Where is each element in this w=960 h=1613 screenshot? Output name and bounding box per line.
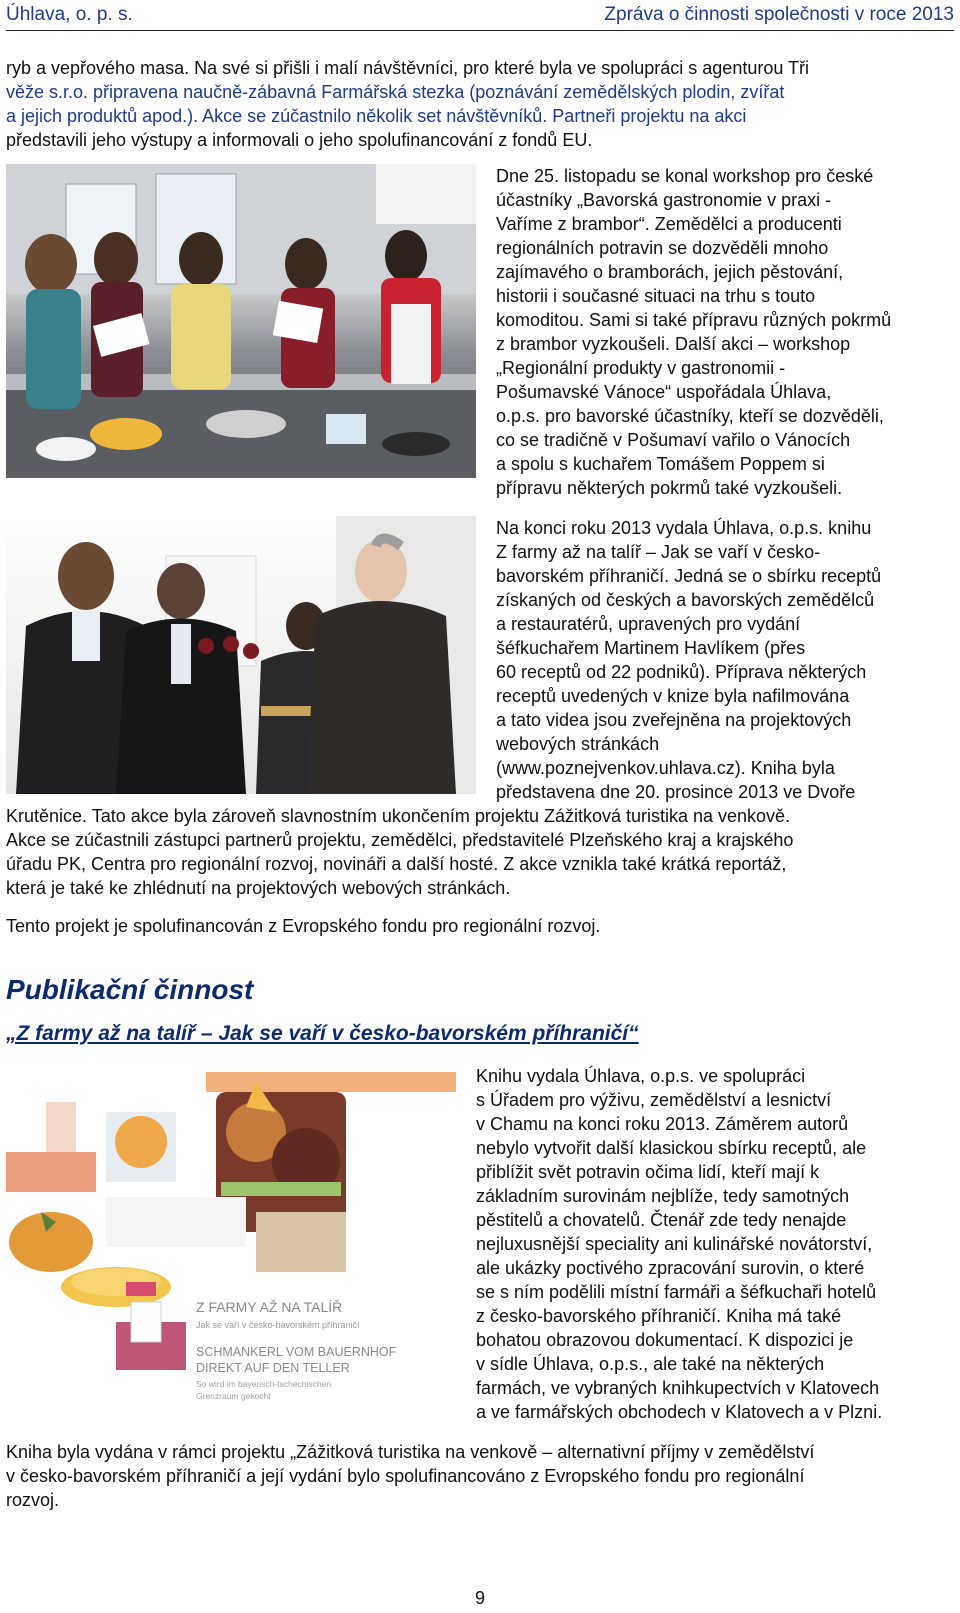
publication-line: farmách, ve vybraných knihkupectvích v Klatovech <box>476 1378 880 1398</box>
cofinance-note: Tento projekt je spolufinancován z Evropského fondu pro regionální rozvoj. <box>6 916 601 936</box>
workshop-line: „Regionální produkty v gastronomii - <box>496 358 786 378</box>
book-paragraph-right <box>496 516 928 804</box>
workshop-line: historii i současné situaci na trhu s touto <box>496 286 816 306</box>
book-line: získaných od českých a bavorských zemědělců <box>496 590 875 610</box>
workshop-line: účastníky „Bavorská gastronomie v praxi - <box>496 190 832 210</box>
publication-line: pěstitelů a chovatelů. Čtenář zde tedy nenajde <box>476 1210 847 1230</box>
closing-line: rozvoj. <box>6 1490 60 1510</box>
publication-line: z česko-bavorského příhraničí. Kniha má také <box>476 1306 842 1326</box>
cover-title-de-2: DIREKT AUF DEN TELLER <box>196 1361 350 1375</box>
workshop-line: přípravu některých pokrmů také vyzkoušeli. <box>496 478 843 498</box>
publication-line: nebylo vytvořit další klasickou sbírku receptů, ale <box>476 1138 867 1158</box>
book-cover-image <box>6 1072 456 1417</box>
book-presentation-toast-photo <box>6 516 476 794</box>
header-organization: Úhlava, o. p. s. <box>6 4 133 25</box>
book-line: receptů uvedených v knize byla nafilmována <box>496 686 850 706</box>
publication-line: a ve farmářských obchodech v Klatovech a v Plzni. <box>476 1402 883 1422</box>
closing-line: v česko-bavorském příhraničí a její vydání bylo spolufinancováno z Evropského fondu pro regionální <box>6 1466 805 1486</box>
publication-line: v Chamu na konci roku 2013. Záměrem autorů <box>476 1114 849 1134</box>
book-cover-illustration <box>6 1072 456 1417</box>
book-paragraph-full <box>6 804 928 900</box>
book-line: a tato videa jsou zveřejněna na projektových <box>496 710 852 730</box>
publication-line: ale ukázky poctivého zpracování surovin, o které <box>476 1258 865 1278</box>
intro-line: věže s.r.o. připravena naučně-zábavná Farmářská stezka (poznávání zemědělských plodin, zvířat <box>6 82 785 102</box>
workshop-line: o.p.s. pro bavorské účastníky, kteří se dozvěděli, <box>496 406 884 426</box>
cover-title-de-1: SCHMANKERL VOM BAUERNHOF <box>196 1345 397 1359</box>
publication-line: se s ním podělili místní farmáři a šéfkuchaři hotelů <box>476 1282 877 1302</box>
intro-line: představili jeho výstupy a informovali o jeho spolufinancování z fondů EU. <box>6 130 593 150</box>
workshop-line: zajímavého o bramborách, jejich pěstování, <box>496 262 844 282</box>
workshop-line: komoditou. Sami si také přípravu různých pokrmů <box>496 310 892 330</box>
workshop-line: z brambor vyzkoušeli. Další akci – workshop <box>496 334 851 354</box>
publication-line: základním surovinám nejblíže, tedy samotných <box>476 1186 850 1206</box>
toast-photo-illustration <box>6 516 476 794</box>
closing-line: Kniha byla vydána v rámci projektu „Zážitková turistika na venkově – alternativní příjmy v zemědělství <box>6 1442 815 1462</box>
book-line: (www.poznejvenkov.uhlava.cz). Kniha byla <box>496 758 835 778</box>
book-line: Na konci roku 2013 vydala Úhlava, o.p.s. knihu <box>496 518 872 538</box>
publication-line: Knihu vydala Úhlava, o.p.s. ve spolupráci <box>476 1066 806 1086</box>
intro-paragraph <box>6 56 928 152</box>
intro-line-text: a jejich produktů apod.). Akce se zúčastnilo několik set návštěvníků. Partneři projektu na akci <box>6 106 747 126</box>
book-line: Akce se zúčastnili zástupci partnerů projektu, zemědělci, představitelé Plzeňského kraj a krajského <box>6 830 794 850</box>
publication-paragraph <box>476 1064 928 1424</box>
publication-line: přiblížit svět potravin očima lidí, kteří mají k <box>476 1162 820 1182</box>
page-number: 9 <box>474 1588 485 1608</box>
workshop-paragraph <box>496 164 928 500</box>
cover-subtitle-cz: Jak se vaří v česko-bavorském příhraničí <box>196 1320 360 1330</box>
workshop-cooking-photo <box>6 164 476 478</box>
publication-line: nejluxusnější speciality ani kulinářské novátorství, <box>476 1234 873 1254</box>
workshop-line: Pošumavské Vánoce“ uspořádala Úhlava, <box>496 382 832 402</box>
book-line: Z farmy až na talíř – Jak se vaří v česko- <box>496 542 821 562</box>
intro-line <box>6 104 928 128</box>
workshop-line: Dne 25. listopadu se konal workshop pro české <box>496 166 874 186</box>
workshop-line: regionálních potravin se dozvěděli mnoho <box>496 238 829 258</box>
book-line: představena dne 20. prosince 2013 ve Dvoře <box>496 782 856 802</box>
book-line: 60 receptů od 22 podniků). Příprava některých <box>496 662 867 682</box>
publication-line: v sídle Úhlava, o.p.s., ale také na některých <box>476 1354 825 1374</box>
book-line: webových stránkách <box>496 734 660 754</box>
book-line: Krutěnice. Tato akce byla zároveň slavnostním ukončením projektu Zážitková turistika na venkově. <box>6 806 791 826</box>
closing-paragraph <box>6 1440 928 1512</box>
workshop-photo-illustration <box>6 164 476 478</box>
cover-subtitle-de-2: Grenzraum gekocht <box>196 1391 271 1401</box>
workshop-line: co se tradičně v Pošumaví vařilo o Vánocích <box>496 430 851 450</box>
cover-title-cz: Z FARMY AŽ NA TALÍŘ <box>196 1299 343 1315</box>
cover-subtitle-de-1: So wird im bayerisch-tschechischen <box>196 1379 332 1389</box>
page-header <box>6 2 954 31</box>
book-line: úřadu PK, Centra pro regionální rozvoj, novináři a další hosté. Z akce vznikla také krátká reportáž, <box>6 854 787 874</box>
publication-line: bohatou obrazovou dokumentací. K dispozici je <box>476 1330 854 1350</box>
header-report-title: Zpráva o činnosti společnosti v roce 2013 <box>604 4 954 25</box>
workshop-line: Vaříme z brambor“. Zemědělci a producenti <box>496 214 842 234</box>
workshop-line: a spolu s kuchařem Tomášem Poppem si <box>496 454 825 474</box>
book-line: která je také ke zhlédnutí na projektových webových stránkách. <box>6 878 511 898</box>
intro-line: ryb a vepřového masa. Na své si přišli i malí návštěvníci, pro které byla ve spolupráci s agenturou Tři <box>6 58 810 78</box>
publication-line: s Úřadem pro výživu, zemědělství a lesnictví <box>476 1090 832 1110</box>
book-line: bavorském příhraničí. Jedná se o sbírku receptů <box>496 566 882 586</box>
book-line: a restauratérů, upravených pro vydání <box>496 614 801 634</box>
subsection-title: „Z farmy až na talíř – Jak se vaří v česko-bavorském příhraničí“ <box>6 1022 639 1045</box>
section-title: Publikační činnost <box>6 974 254 1005</box>
book-line: šéfkuchařem Martinem Havlíkem (přes <box>496 638 806 658</box>
